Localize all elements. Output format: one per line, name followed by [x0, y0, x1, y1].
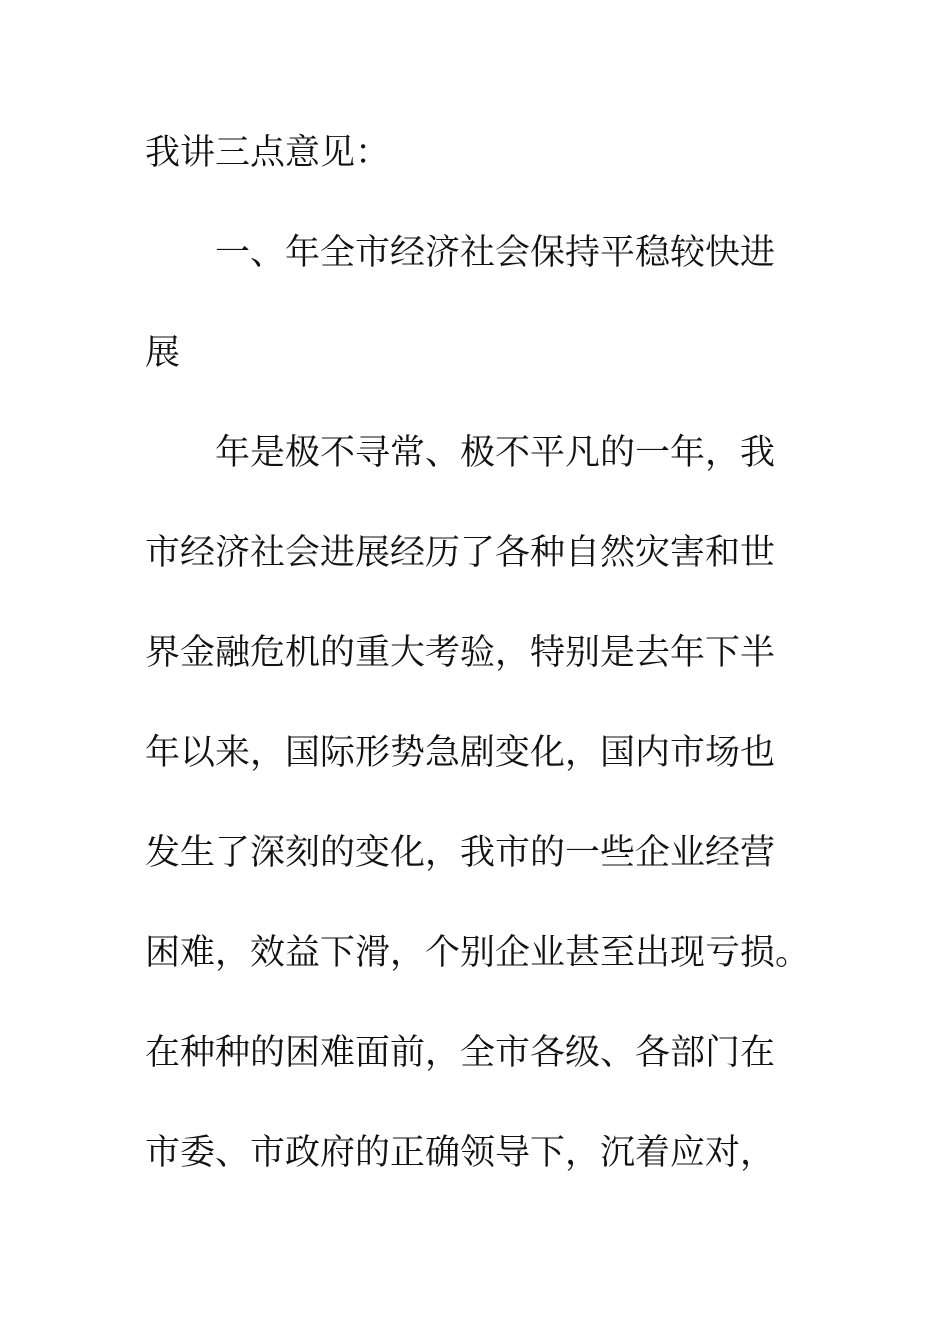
text-line-1: 我讲三点意见：: [145, 133, 391, 173]
paragraph-line-5: 发生了深刻的变化，我市的一些企业经营: [145, 833, 776, 873]
paragraph-line-1: 年是极不寻常、极不平凡的一年，我: [215, 433, 776, 473]
section-heading-1: 一、年全市经济社会保持平稳较快进: [215, 233, 776, 273]
paragraph-line-6: 困难，效益下滑，个别企业甚至出现亏损。: [145, 933, 811, 973]
paragraph-line-4: 年以来，国际形势急剧变化，国内市场也: [145, 733, 776, 773]
section-heading-1-continued: 展: [145, 333, 181, 373]
paragraph-line-3: 界金融危机的重大考验，特别是去年下半: [145, 633, 776, 673]
paragraph-line-7: 在种种的困难面前，全市各级、各部门在: [145, 1033, 776, 1073]
paragraph-line-8: 市委、市政府的正确领导下，沉着应对，: [145, 1133, 776, 1173]
paragraph-line-2: 市经济社会进展经历了各种自然灾害和世: [145, 533, 776, 573]
